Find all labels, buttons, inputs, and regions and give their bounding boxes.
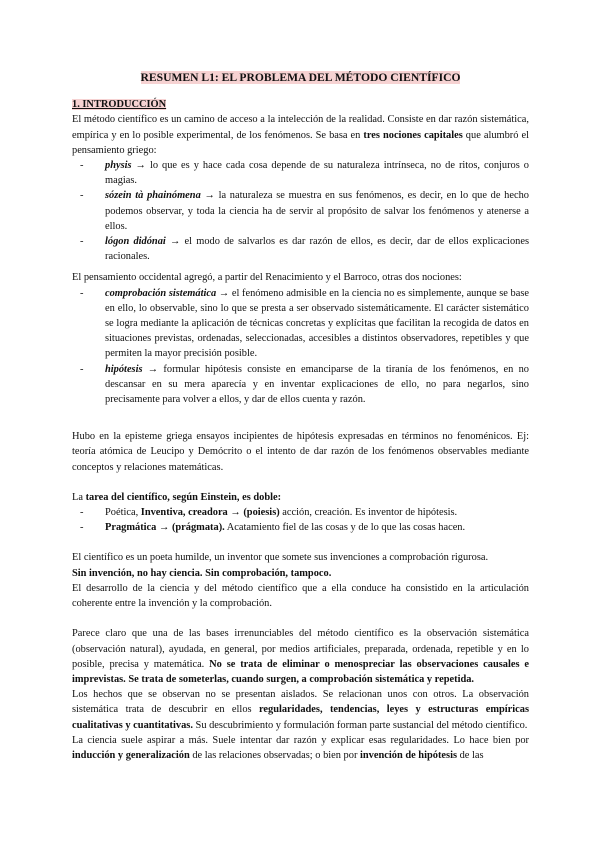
paragraph-development: El desarrollo de la ciencia y del método científico que a ella conduce ha consistido en la articulación coherente entre la invención y la comprobación. [72,582,529,610]
greek-notions-list [72,158,529,264]
paragraph-observation: Parece claro que una de las bases irrenunciables del método científico es la observación sistemática (observación natural), ayudada, en general, por medios artificiales, preparada, ordenada, repetible y en lo posible, precisa y matemática. No se trata de eliminar o menospreciar las observaciones causales e imprevistas. Se trata de someterlas, cuando surgen, a comprobación sistemática y repetida. [72,628,530,685]
paragraph-task: La tarea del científico, según Einstein, es doble: [72,491,282,503]
paragraph-poet: El científico es un poeta humilde, un inventor que somete sus invenciones a comprobación rigurosa. Sin invención, no hay ciencia. Sin comprobación, tampoco. [72,552,489,579]
title-highlight: RESUMEN L1: EL PROBLEMA DEL MÉTODO CIENTÍFICO [140,71,461,84]
section-heading: 1. INTRODUCCIÓN [72,99,167,111]
list-item: - Poética, Inventiva, creadora → (poiesis) acción, creación. Es inventor de hipótesis. [105,505,529,520]
list-item: - comprobación sistemática → el fenómeno admisible en la ciencia no es simplemente, aunque se base en ello, lo observable, sino lo que se presta a ser observado sistemáticamente. El carácter sistemático se logra mediante la aplicación de técnicas concretas y explícitas que facilitan la recogida de datos en situaciones previstas, ordenadas, seleccionadas, accesibles a distintos observadores, repetibles y que permiten la mayor precisión posible. [105,286,529,362]
list-item: - physis → lo que es y hace cada cosa depende de su naturaleza intrínseca, no de ritos, conjuros o magias. [105,158,529,188]
paragraph-science: La ciencia suele aspirar a más. Suele intentar dar razón y explicar esas regularidades. Lo hace bien por inducción y generalización de las relaciones observadas; o bien por invención de hipótesis de las [72,734,529,761]
list-item: - hipótesis → formular hipótesis consiste en emanciparse de la tiranía de los fenómenos, en no descansar en su mera aparecía y en inventar explicaciones de ello, no para negarlos, sino precisamente para volver a ellos, y dar de ellos cuenta y razón. [105,362,529,408]
list-item: - sózein tà phainómena → la naturaleza se muestra en sus fenómenos, es decir, en lo que de hecho podemos observar, y toda la ciencia ha de servir al propósito de salvar los fenómenos y atenerse a ellos. [105,188,529,234]
list-item: - Pragmática → (prágmata). Acatamiento fiel de las cosas y de lo que las cosas hacen. [105,520,529,535]
paragraph-intro: El método científico es un camino de acceso a la intelección de la realidad. Consiste en dar razón sistemática, empírica y en lo posible experimental, de los fenómenos. Se basa en tres nociones capitales que alumbró el pensamiento griego: [72,114,529,156]
modern-notions-list [72,286,529,408]
document-page [72,70,529,763]
page-title [72,70,529,85]
paragraph-facts: Los hechos que se observan no se presentan aislados. Se relacionan unos con otros. La observación sistemática trata de descubrir en ellos regularidades, tendencias, leyes y estructuras empíricas cualitativas y cuantitativas. Su descubrimiento y formulación forman parte sustancial del método científico. [72,689,529,731]
tasks-list [72,505,529,535]
paragraph-western: El pensamiento occidental agregó, a partir del Renacimiento y el Barroco, otras dos nociones: [72,272,462,284]
paragraph-episteme: Hubo en la episteme griega ensayos incipientes de hipótesis expresadas en términos no fenoménicos. Ej: teoría atómica de Leucipo y Demócrito o el intento de dar razón de los fenómenos observables mediante conceptos y relaciones matemáticas. [72,431,529,473]
list-item: - lógon didónai → el modo de salvarlos es dar razón de ellos, es decir, dar de ellos explicaciones racionales. [105,234,529,264]
